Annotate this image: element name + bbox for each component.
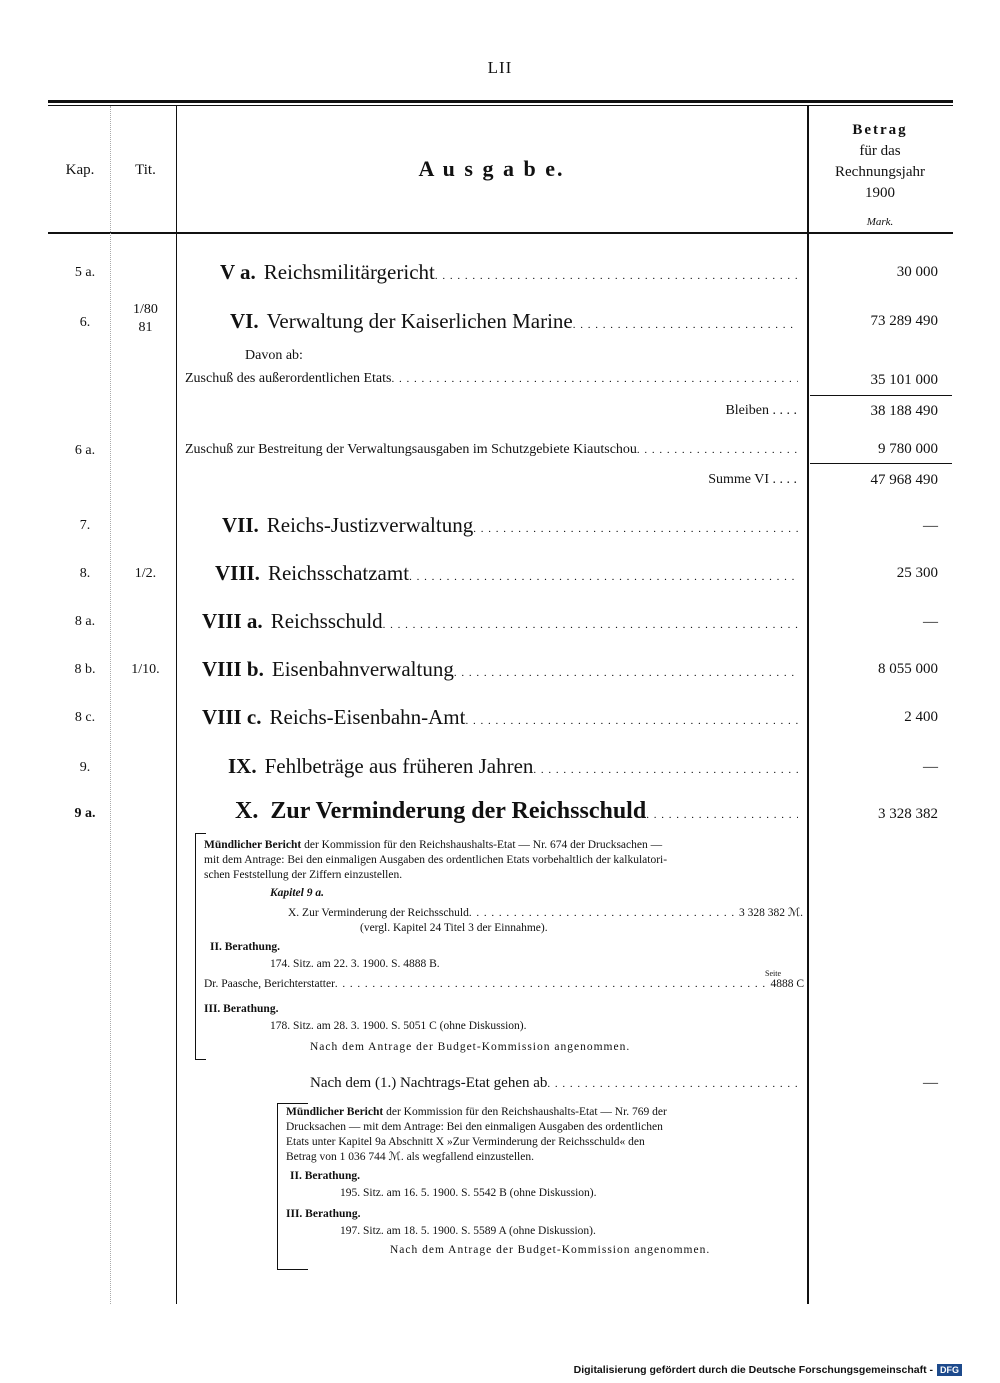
kap-6: 6.: [79, 315, 91, 330]
report1-paasche: [204, 978, 804, 990]
report2-angenommen: Nach dem Antrage der Budget-Kommission angenommen.: [390, 1244, 711, 1256]
report1-berathung3: III. Berathung.: [204, 1003, 279, 1015]
amount-9: —: [923, 759, 938, 775]
report1-item-amount: 3 328 382 ℳ.: [738, 907, 803, 919]
tit-6a: 1/80: [133, 302, 158, 317]
row-7-number: VII.: [222, 513, 259, 537]
footer-credit: [574, 1364, 962, 1376]
col-divider-betrag: [807, 106, 809, 1304]
dot-leader: [469, 907, 739, 919]
header-title: A u s g a b e.: [418, 156, 565, 181]
header-kap: Kap.: [65, 162, 95, 178]
dfg-logo: DFG: [937, 1364, 962, 1376]
row-6a-label: Zuschuß zur Bestreitung der Verwaltungsausgaben im Schutzgebiete Kiautschou: [185, 442, 637, 457]
page-number: LII: [487, 58, 513, 77]
dot-leader: [473, 513, 798, 538]
row-8c-number: VIII c.: [202, 705, 262, 729]
row-8a: [202, 609, 798, 634]
row-8a-number: VIII a.: [202, 609, 263, 633]
amount-8a: —: [923, 614, 938, 630]
header-betrag-2: für das: [859, 143, 901, 159]
row-9-number: IX.: [228, 754, 257, 778]
report2-sitz2: 195. Sitz. am 16. 5. 1900. S. 5542 B (ohne Diskussion).: [340, 1187, 597, 1199]
report2-para: [286, 1105, 801, 1165]
dot-leader: [573, 309, 798, 334]
tit-8b: 1/10.: [131, 662, 160, 677]
kap-6a: 6 a.: [74, 443, 96, 458]
dot-leader: [547, 1075, 798, 1092]
report1-text1: der Kommission für den Reichshaushalts-Etat — Nr. 674 der Drucksachen —: [304, 839, 663, 851]
row-8b-label: Eisenbahnverwaltung: [271, 657, 454, 681]
row-9: [228, 754, 798, 779]
header-tit: Tit.: [135, 162, 156, 178]
amount-8: 25 300: [896, 565, 938, 581]
kap-8a: 8 a.: [74, 614, 96, 629]
zuschuss-label: Zuschuß des außerordentlichen Etats: [185, 371, 392, 386]
row-9a: [235, 798, 798, 825]
top-rule-thin: [48, 105, 953, 106]
nachtrag-label: Nach dem (1.) Nachtrags-Etat gehen ab: [310, 1075, 548, 1091]
row-zuschuss: [185, 371, 798, 387]
col-divider-ausgabe: [176, 106, 177, 1304]
row-5a: [220, 260, 798, 285]
dot-leader: [637, 442, 798, 458]
report1-berathung2: II. Berathung.: [210, 941, 280, 953]
dot-leader: [409, 561, 798, 586]
dot-leader: [383, 609, 798, 634]
header-betrag-3: Rechnungsjahr: [835, 164, 925, 180]
report1-seite: Seite: [765, 969, 781, 978]
row-7-label: Reichs-Justizverwaltung: [266, 513, 474, 537]
dot-leader: [335, 978, 771, 990]
report1-paasche-label: Dr. Paasche, Berichterstatter: [204, 978, 335, 990]
row-9a-label: Zur Verminderung der Reichsschuld: [270, 798, 647, 824]
report2-sitz3: 197. Sitz. am 18. 5. 1900. S. 5589 A (ohne Diskussion).: [340, 1225, 596, 1237]
amount-nachtrag: —: [923, 1075, 938, 1091]
dot-leader: [391, 371, 798, 387]
amount-8b: 8 055 000: [878, 661, 938, 677]
report1-kapitel: Kapitel 9 a.: [270, 887, 324, 899]
row-8c-label: Reichs-Eisenbahn-Amt: [269, 705, 466, 729]
header-betrag-4: 1900: [865, 185, 895, 201]
report1-para: [204, 838, 804, 883]
dot-leader: [533, 754, 798, 779]
sum-rule-2: [810, 463, 952, 464]
row-6: [230, 309, 798, 334]
kap-5a: 5 a.: [74, 265, 96, 280]
report2-text3: Etats unter Kapitel 9a Abschnitt X »Zur Verminderung der Reichsschuld« den: [286, 1136, 645, 1148]
report2-text4: Betrag von 1 036 744 ℳ. als wegfallend einzustellen.: [286, 1151, 534, 1163]
row-8-number: VIII.: [215, 561, 260, 585]
amount-summe: 47 968 490: [870, 472, 938, 488]
row-8b: [202, 657, 798, 682]
report2-bold: Mündlicher Bericht: [286, 1106, 384, 1118]
row-8a-label: Reichsschuld: [270, 609, 383, 633]
row-8: [215, 561, 798, 586]
report2-text2: Drucksachen — mit dem Antrage: Bei den einmaligen Ausgaben des ordentlichen: [286, 1121, 663, 1133]
report1-bold: Mündlicher Bericht: [204, 839, 302, 851]
amount-5a: 30 000: [896, 264, 938, 280]
row-6-label: Verwaltung der Kaiserlichen Marine: [266, 309, 573, 333]
row-nachtrag: [310, 1075, 798, 1092]
row-8b-number: VIII b.: [202, 657, 264, 681]
amount-9a: 3 328 382: [878, 806, 938, 822]
report2-text1: der Kommission für den Reichshaushalts-Etat — Nr. 769 der: [386, 1106, 667, 1118]
kap-8c: 8 c.: [74, 710, 96, 725]
kap-8: 8.: [79, 566, 91, 581]
row-6-number: VI.: [230, 309, 259, 333]
bleiben-label: Bleiben . . . .: [725, 403, 797, 418]
dot-leader: [646, 798, 798, 825]
sum-rule-1: [810, 395, 952, 396]
header-bottom-rule: [48, 232, 953, 234]
header-betrag-1: Betrag: [852, 122, 908, 138]
row-9a-number: X.: [235, 798, 259, 824]
dot-leader: [454, 657, 798, 682]
dot-leader: [465, 705, 798, 730]
header-unit: Mark.: [866, 216, 894, 228]
footer-text: Digitalisierung gefördert durch die Deutsche Forschungsgemeinschaft -: [573, 1364, 933, 1376]
kap-9: 9.: [79, 760, 91, 775]
row-6a: [185, 442, 798, 458]
amount-bleiben: 38 188 490: [870, 403, 938, 419]
summe-label: Summe VI . . . .: [708, 472, 797, 487]
report2-berathung2: II. Berathung.: [290, 1170, 360, 1182]
davon-ab: Davon ab:: [245, 348, 303, 363]
row-7: [222, 513, 798, 538]
amount-zuschuss: 35 101 000: [870, 372, 938, 388]
amount-6a: 9 780 000: [878, 441, 938, 457]
report1-item: [288, 905, 803, 919]
kap-9a: 9 a.: [74, 806, 96, 821]
tit-8: 1/2.: [134, 566, 157, 581]
report1-text3: schen Feststellung der Ziffern einzustellen.: [204, 869, 403, 881]
row-8c: [202, 705, 798, 730]
amount-8c: 2 400: [904, 709, 938, 725]
report2-berathung3: III. Berathung.: [286, 1208, 361, 1220]
row-9-label: Fehlbeträge aus früheren Jahren: [264, 754, 534, 778]
report1-vergl: (vergl. Kapitel 24 Titel 3 der Einnahme).: [360, 922, 548, 934]
report1-sitz2: 174. Sitz. am 22. 3. 1900. S. 4888 B.: [270, 958, 440, 970]
report1-angenommen: Nach dem Antrage der Budget-Kommission angenommen.: [310, 1041, 631, 1053]
col-divider-kap: [110, 106, 111, 1304]
row-5a-number: V a.: [220, 260, 256, 284]
row-8-label: Reichsschatzamt: [267, 561, 410, 585]
amount-7: —: [923, 518, 938, 534]
report1-text2: mit dem Antrage: Bei den einmaligen Ausgaben des ordentlichen Etats vorbehaltlich der kalkulatori-: [204, 854, 668, 866]
dot-leader: [435, 260, 798, 285]
report1-paasche-page: 4888 C: [770, 978, 804, 990]
tit-6b: 81: [138, 320, 153, 335]
row-5a-label: Reichsmilitärgericht: [263, 260, 435, 284]
report1-item-label: X. Zur Verminderung der Reichsschuld: [288, 907, 469, 919]
kap-8b: 8 b.: [74, 662, 96, 677]
top-rule: [48, 100, 953, 103]
report1-sitz3: 178. Sitz. am 28. 3. 1900. S. 5051 C (ohne Diskussion).: [270, 1020, 527, 1032]
amount-6: 73 289 490: [870, 313, 938, 329]
kap-7: 7.: [79, 518, 91, 533]
